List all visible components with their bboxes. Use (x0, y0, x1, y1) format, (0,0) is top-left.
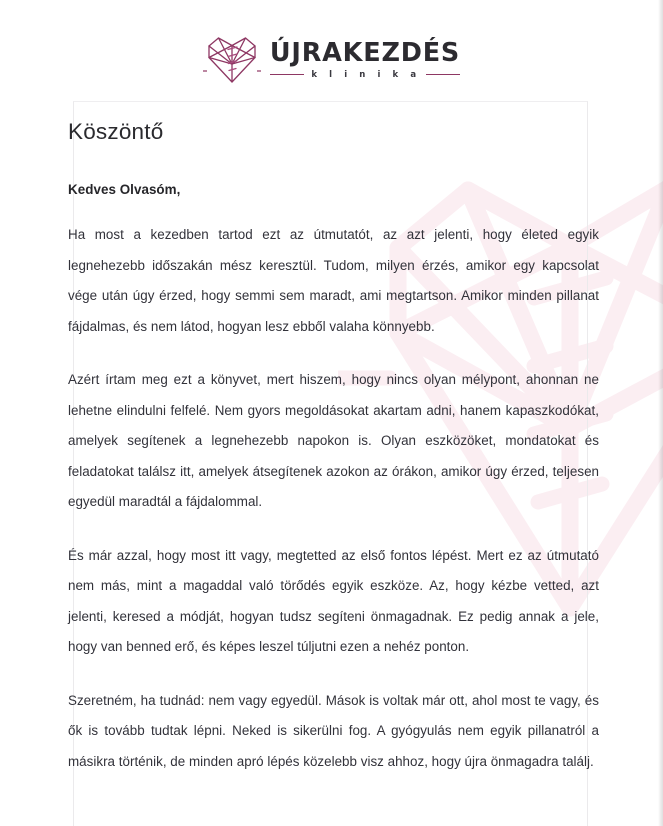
greeting-line: Kedves Olvasóm, (68, 182, 181, 197)
document-body (68, 104, 600, 777)
brand-rule-left (270, 74, 304, 75)
body-paragraph: Azért írtam meg ezt a könyvet, mert hiszem, hogy nincs olyan mélypont, ahonnan ne lehetne elindulni felfelé. Nem gyors megoldásokat akartam adni, hanem kapaszkodókat, amelyek segítenek a legnehezebb napokon is. Olyan eszközöket, mondatokat és feladatokat találsz itt, amelyek átsegítenek azokon az órákon, amikor úgy érzed, teljesen egyedül maradtál a fájdalommal. (68, 372, 599, 509)
body-paragraph: És már azzal, hogy most itt vagy, megtetted az első fontos lépést. Mert ez az útmutató nem más, mint a magaddal való törődés egyik eszköze. Az, hogy kézbe vetted, azt jelenti, keresed a módját, hogyan tudsz segíteni önmagadnak. Ez pedig annak a jele, hogy van benned erő, és képes leszel túljutni ezen a nehéz ponton. (68, 547, 599, 654)
page-edge-shadow (658, 0, 663, 826)
body-paragraph: Ha most a kezedben tartod ezt az útmutatót, az azt jelenti, hogy életed egyik legnehezebb időszakán mész keresztül. Tudom, milyen érzés, amikor egy kapcsolat vége után úgy érzed, hogy semmi sem maradt, ami megtartson. Amikor minden pillanat fájdalmas, és nem látod, hogyan lesz ebből valaha könnyebb. (68, 227, 599, 334)
brand-logo (0, 31, 663, 89)
brand-subtitle: k l i n i k a (311, 69, 421, 80)
brand-name: ÚJRAKEZDÉS (269, 38, 461, 68)
page-title: Köszöntő (68, 119, 164, 144)
body-paragraph: Szeretném, ha tudnád: nem vagy egyedül. Mások is voltak már ott, ahol most te vagy, és ők is tovább tudtak lépni. Neked is sikerülni fog. A gyógyulás nem egyik pillanatról a másikra történik, de minden apró lépés közelebb visz ahhoz, hogy újra önmagadra találj. (68, 692, 599, 769)
brand-rule-right (426, 74, 460, 75)
mended-heart-icon (203, 34, 261, 86)
